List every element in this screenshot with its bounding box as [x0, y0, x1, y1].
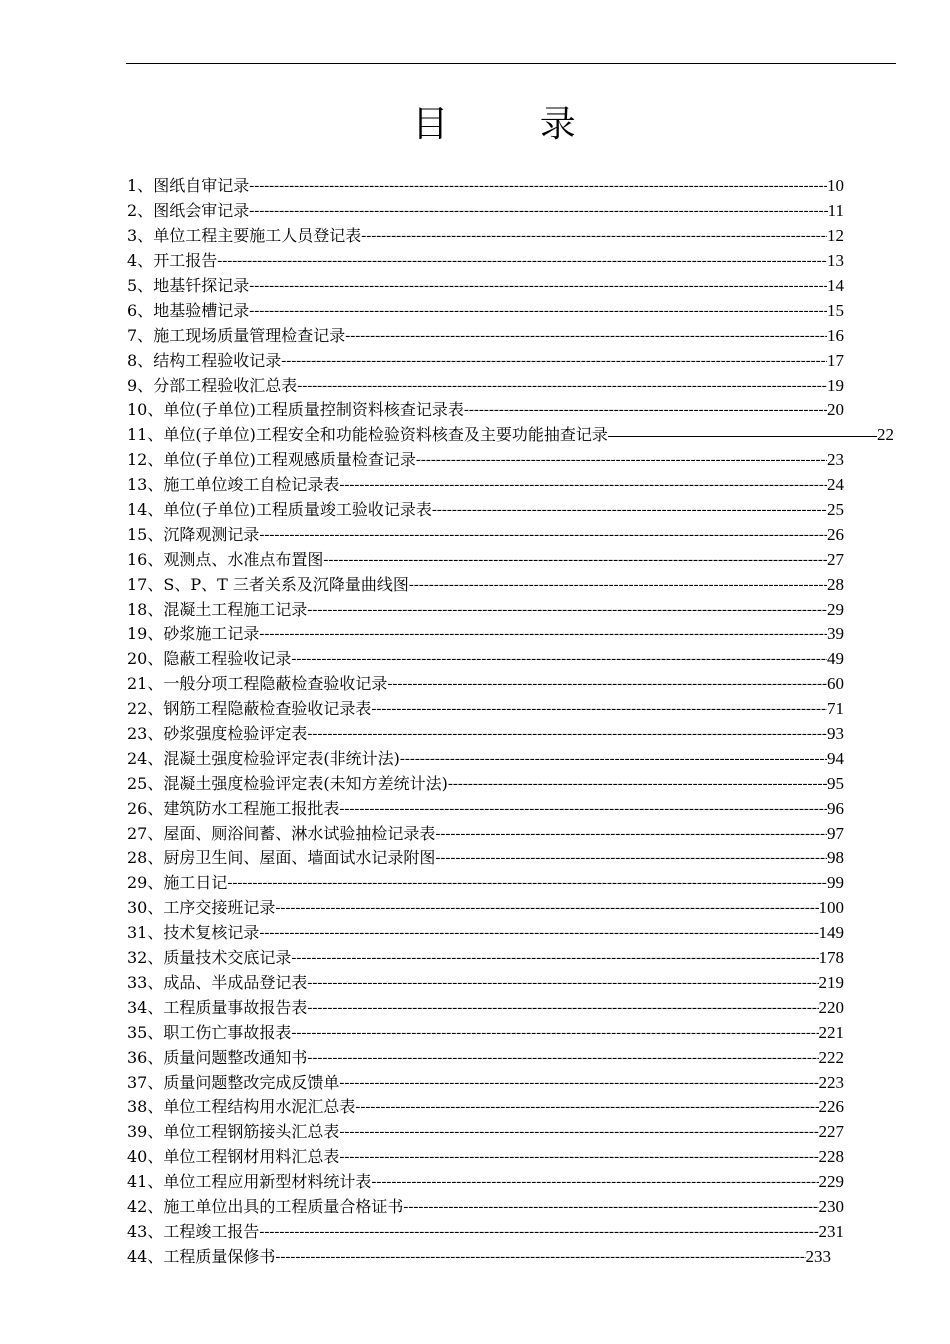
toc-entry-page-number: 222: [818, 1047, 844, 1067]
toc-entry-page-number: 227: [818, 1122, 844, 1142]
toc-entry-page-number: 100: [818, 898, 844, 918]
toc-entry[interactable]: [127, 647, 844, 672]
toc-entry-number: 37、: [127, 1072, 164, 1092]
toc-entry[interactable]: [127, 722, 844, 747]
toc-entry-page-number: 228: [818, 1147, 844, 1167]
toc-entry-number: 41、: [127, 1172, 164, 1192]
toc-entry-title: 砂浆施工记录: [163, 624, 260, 644]
toc-entry[interactable]: [127, 796, 844, 821]
toc-leader-dashes: [281, 351, 827, 371]
toc-leader-dashes: [307, 724, 827, 744]
toc-entry[interactable]: [127, 971, 844, 996]
toc-entry-number: 7、: [127, 325, 154, 345]
toc-entry-number: 15、: [127, 524, 164, 544]
table-of-contents: [127, 174, 907, 1269]
toc-entry-page-number: 16: [827, 325, 844, 345]
toc-leader-dashes: [400, 749, 827, 769]
toc-leader-dashes: [291, 649, 827, 669]
toc-leader-dashes: [464, 400, 827, 420]
toc-entry-page-number: 26: [827, 524, 844, 544]
toc-leader-dashes: [307, 973, 818, 993]
toc-entry-number: 42、: [127, 1196, 164, 1216]
toc-leader-dashes: [435, 848, 827, 868]
toc-entry-page-number: 17: [827, 350, 844, 370]
toc-entry[interactable]: [127, 1170, 844, 1195]
toc-entry[interactable]: [127, 348, 844, 373]
toc-entry-number: 3、: [127, 226, 154, 246]
toc-leader-dashes: [371, 699, 827, 719]
toc-leader-dashes: [339, 475, 827, 495]
toc-entry-title: 施工单位竣工自检记录表: [163, 475, 340, 495]
toc-entry-title: 单位工程主要施工人员登记表: [153, 226, 362, 246]
toc-entry[interactable]: [127, 821, 844, 846]
toc-entry-page-number: 39: [827, 624, 844, 644]
toc-entry-number: 38、: [127, 1097, 164, 1117]
toc-entry-number: 30、: [127, 898, 164, 918]
toc-entry[interactable]: [127, 1244, 831, 1269]
toc-entry-title: 质量技术交底记录: [163, 948, 292, 968]
toc-entry-page-number: 14: [827, 276, 844, 295]
toc-entry-title: 开工报告: [153, 251, 218, 271]
toc-entry-page-number: 226: [818, 1097, 844, 1117]
toc-leader-dashes: [371, 1172, 818, 1192]
toc-entry-number: 10、: [127, 400, 164, 420]
toc-leader-dashes: [339, 1122, 818, 1142]
toc-entry-page-number: 71: [827, 699, 844, 719]
toc-entry[interactable]: [127, 622, 844, 647]
toc-leader-dashes: [339, 1147, 818, 1167]
toc-leader-dashes: [355, 1097, 818, 1117]
toc-entry-page-number: 20: [827, 400, 844, 420]
toc-leader-dashes: [345, 326, 827, 346]
toc-entry[interactable]: [127, 373, 844, 398]
toc-entry-page-number: 220: [818, 997, 844, 1017]
toc-entry-title: 钢筋工程隐蔽检查验收记录表: [163, 699, 372, 719]
toc-leader-dashes: [259, 624, 827, 644]
toc-leader-dashes: [323, 550, 827, 570]
toc-entry-title: 单位(子单位)工程观感质量检查记录: [163, 450, 416, 470]
toc-entry-number: 32、: [127, 948, 164, 968]
toc-leader-dashes: [297, 376, 827, 396]
toc-entry-number: 40、: [127, 1147, 164, 1167]
toc-entry-title: 职工伤亡事故报表: [163, 1022, 292, 1042]
toc-entry[interactable]: [127, 1095, 844, 1120]
toc-entry-number: 26、: [127, 798, 164, 818]
toc-entry-number: 13、: [127, 475, 164, 495]
toc-entry[interactable]: [127, 1045, 844, 1070]
toc-entry-title: 图纸自审记录: [153, 176, 250, 196]
toc-entry[interactable]: [127, 224, 844, 249]
toc-entry-title: 地基验槽记录: [153, 300, 250, 320]
toc-entry-title: 隐蔽工程验收记录: [163, 649, 292, 669]
header-rule: [126, 63, 896, 64]
toc-entry[interactable]: [127, 846, 844, 871]
toc-leader-dashes: [416, 450, 827, 470]
toc-entry-page-number: 12: [827, 226, 844, 246]
toc-entry-number: 25、: [127, 773, 164, 793]
toc-entry-page-number: 25: [827, 500, 844, 520]
toc-entry-number: 5、: [127, 276, 154, 295]
toc-entry-number: 33、: [127, 972, 164, 992]
toc-entry-number: 4、: [127, 251, 154, 271]
toc-entry[interactable]: [127, 398, 844, 423]
toc-entry[interactable]: [127, 871, 844, 896]
toc-entry-title: 屋面、厕浴间蓄、淋水试验抽检记录表: [163, 823, 436, 843]
toc-entry-number: 1、: [127, 176, 154, 196]
toc-entry-page-number: 13: [827, 251, 844, 271]
toc-entry-page-number: 28: [827, 574, 844, 594]
toc-entry-number: 11、: [127, 425, 164, 445]
toc-leader-dashes: [361, 226, 827, 246]
toc-entry-number: 20、: [127, 649, 164, 669]
toc-entry-page-number: 233: [805, 1246, 831, 1266]
toc-leader-dashes: [259, 1222, 818, 1242]
toc-leader-dashes: [249, 276, 827, 296]
toc-entry[interactable]: [127, 1145, 844, 1170]
toc-entry-title: 单位工程钢筋接头汇总表: [163, 1122, 340, 1142]
toc-leader-dashes: [249, 301, 827, 321]
toc-entry-title: 技术复核记录: [163, 923, 260, 943]
toc-entry-page-number: 93: [827, 724, 844, 744]
toc-entry[interactable]: [127, 697, 844, 722]
toc-entry[interactable]: [127, 498, 844, 523]
toc-entry-page-number: 10: [827, 176, 844, 196]
toc-entry-title: 单位工程钢材用料汇总表: [163, 1147, 340, 1167]
toc-entry-title: 质量问题整改完成反馈单: [163, 1072, 340, 1092]
toc-entry-title: 工程质量保修书: [163, 1246, 276, 1266]
toc-entry[interactable]: [127, 995, 844, 1020]
toc-entry-title: 单位工程应用新型材料统计表: [163, 1172, 372, 1192]
toc-entry[interactable]: [127, 896, 844, 921]
toc-entry-title: 一般分项工程隐蔽检查验收记录: [163, 674, 388, 694]
toc-leader-dashes: [291, 948, 818, 968]
toc-entry-title: 砂浆强度检验评定表: [163, 724, 308, 744]
toc-entry[interactable]: [127, 1195, 844, 1220]
toc-leader-dashes: [275, 1247, 805, 1267]
toc-entry[interactable]: [127, 1070, 844, 1095]
toc-entry-title: 工程竣工报告: [163, 1221, 260, 1241]
toc-entry-page-number: 19: [827, 375, 844, 395]
toc-entry-number: 36、: [127, 1047, 164, 1067]
toc-entry-number: 22、: [127, 699, 164, 719]
toc-entry[interactable]: [127, 298, 844, 323]
toc-entry-number: 6、: [127, 300, 154, 320]
toc-entry[interactable]: [127, 174, 844, 199]
toc-entry-page-number: 22: [877, 425, 894, 445]
toc-entry-title: 图纸会审记录: [153, 201, 250, 221]
toc-entry-title: 工程质量事故报告表: [163, 997, 308, 1017]
toc-entry-title: 单位工程结构用水泥汇总表: [163, 1097, 356, 1117]
toc-entry-page-number: 149: [818, 923, 844, 943]
toc-entry-title: 结构工程验收记录: [153, 350, 282, 370]
toc-entry-title: 质量问题整改通知书: [163, 1047, 308, 1067]
toc-entry[interactable]: [127, 746, 844, 771]
toc-entry-title: 单位(子单位)工程质量控制资料核查记录表: [163, 400, 464, 420]
toc-entry[interactable]: [127, 946, 844, 971]
toc-entry-number: 24、: [127, 748, 164, 768]
toc-entry[interactable]: [127, 1219, 844, 1244]
toc-entry-number: 2、: [127, 201, 154, 221]
toc-entry-page-number: 223: [818, 1072, 844, 1092]
toc-entry[interactable]: [127, 522, 844, 547]
toc-entry-number: 19、: [127, 624, 164, 644]
toc-entry-page-number: 221: [818, 1022, 844, 1042]
toc-entry[interactable]: [127, 249, 844, 274]
toc-entry[interactable]: [127, 547, 844, 572]
toc-entry-number: 28、: [127, 848, 164, 868]
toc-entry-page-number: 231: [818, 1221, 844, 1241]
toc-entry-title: 沉降观测记录: [163, 524, 260, 544]
page-title: 目 录: [412, 104, 616, 145]
toc-entry-number: 43、: [127, 1221, 164, 1241]
toc-leader-dashes: [249, 201, 827, 221]
toc-leader-dashes: [291, 1023, 818, 1043]
toc-entry[interactable]: [127, 1120, 844, 1145]
toc-entry-title: 施工单位出具的工程质量合格证书: [163, 1196, 404, 1216]
toc-entry-title: 厨房卫生间、屋面、墙面试水记录附图: [163, 848, 436, 868]
toc-entry-number: 44、: [127, 1246, 164, 1266]
toc-entry-page-number: 49: [827, 649, 844, 669]
toc-entry[interactable]: [127, 672, 844, 697]
toc-entry-title: 混凝土工程施工记录: [163, 599, 308, 619]
toc-leader-dashes: [307, 600, 827, 620]
toc-leader-dashes: [403, 1197, 818, 1217]
toc-entry[interactable]: [127, 572, 844, 597]
toc-entry-page-number: 29: [827, 599, 844, 619]
toc-entry-number: 21、: [127, 674, 164, 694]
toc-entry-title: 施工现场质量管理检查记录: [153, 325, 346, 345]
toc-entry-page-number: 178: [818, 948, 844, 968]
toc-leader-dashes: [409, 575, 827, 595]
toc-entry-page-number: 27: [827, 549, 844, 569]
toc-leader-dashes: [339, 1073, 818, 1093]
toc-entry[interactable]: [127, 199, 844, 224]
toc-entry-title: 观测点、水准点布置图: [163, 549, 324, 569]
toc-entry-page-number: 11: [827, 201, 844, 221]
toc-entry[interactable]: [127, 448, 844, 473]
toc-entry-page-number: 94: [827, 748, 844, 768]
toc-entry-number: 12、: [127, 450, 164, 470]
toc-entry-page-number: 95: [827, 773, 844, 793]
toc-entry-title: 建筑防水工程施工报批表: [163, 798, 340, 818]
toc-entry-page-number: 97: [827, 823, 844, 843]
toc-entry-title: 工序交接班记录: [163, 898, 276, 918]
toc-entry-number: 39、: [127, 1122, 164, 1142]
toc-entry-number: 18、: [127, 599, 164, 619]
toc-leader-dashes: [448, 774, 827, 794]
toc-entry-page-number: 230: [818, 1196, 844, 1216]
toc-entry-number: 8、: [127, 350, 154, 370]
toc-entry-page-number: 15: [827, 300, 844, 320]
toc-entry-title: 单位(子单位)工程质量竣工验收记录表: [163, 500, 432, 520]
toc-entry-page-number: 229: [818, 1172, 844, 1192]
toc-entry-number: 17、: [127, 574, 164, 594]
toc-leader-dashes: [259, 525, 827, 545]
toc-entry-number: 27、: [127, 823, 164, 843]
toc-leader-dashes: [249, 176, 827, 196]
toc-entry[interactable]: [127, 323, 844, 348]
toc-entry[interactable]: [127, 423, 894, 448]
toc-entry-number: 16、: [127, 549, 164, 569]
toc-leader-dashes: [217, 251, 827, 271]
toc-leader-dashes: [435, 824, 827, 844]
toc-entry-title: 分部工程验收汇总表: [153, 375, 298, 395]
toc-entry-page-number: 98: [827, 848, 844, 868]
toc-entry-page-number: 24: [827, 475, 844, 495]
toc-entry[interactable]: [127, 597, 844, 622]
toc-entry[interactable]: [127, 274, 844, 299]
toc-entry-title: 混凝土强度检验评定表(非统计法): [163, 748, 400, 768]
toc-entry-number: 29、: [127, 873, 164, 893]
toc-entry-page-number: 60: [827, 674, 844, 694]
toc-leader-dashes: [275, 898, 818, 918]
toc-entry[interactable]: [127, 921, 844, 946]
toc-leader-dashes: [387, 674, 827, 694]
toc-entry-title: 单位(子单位)工程安全和功能检验资料核查及主要功能抽查记录: [163, 425, 608, 445]
toc-entry-title: 施工日记: [163, 873, 228, 893]
toc-leader-dashes: [227, 873, 827, 893]
toc-leader-dashes: [307, 1048, 818, 1068]
toc-entry-number: 9、: [127, 375, 154, 395]
toc-entry-page-number: 219: [818, 972, 844, 992]
toc-entry-title: 地基钎探记录: [153, 276, 250, 295]
toc-entry-number: 23、: [127, 724, 164, 744]
toc-leader-dashes: [259, 923, 818, 943]
toc-entry-title: S、P、T 三者关系及沉降量曲线图: [163, 574, 409, 594]
toc-entry-number: 31、: [127, 923, 164, 943]
toc-entry[interactable]: [127, 1020, 844, 1045]
toc-entry-title: 混凝土强度检验评定表(未知方差统计法): [163, 773, 448, 793]
toc-leader-dashes: [432, 500, 827, 520]
toc-entry-page-number: 23: [827, 450, 844, 470]
toc-entry[interactable]: [127, 771, 844, 796]
toc-entry[interactable]: [127, 473, 844, 498]
toc-leader-dashes: [307, 998, 818, 1018]
toc-entry-page-number: 99: [827, 873, 844, 893]
toc-entry-title: 成品、半成品登记表: [163, 972, 308, 992]
toc-leader-dashes: [339, 799, 827, 819]
toc-leader-dashes: [608, 436, 877, 437]
toc-entry-number: 34、: [127, 997, 164, 1017]
toc-entry-number: 14、: [127, 500, 164, 520]
toc-entry-page-number: 96: [827, 798, 844, 818]
toc-entry-number: 35、: [127, 1022, 164, 1042]
